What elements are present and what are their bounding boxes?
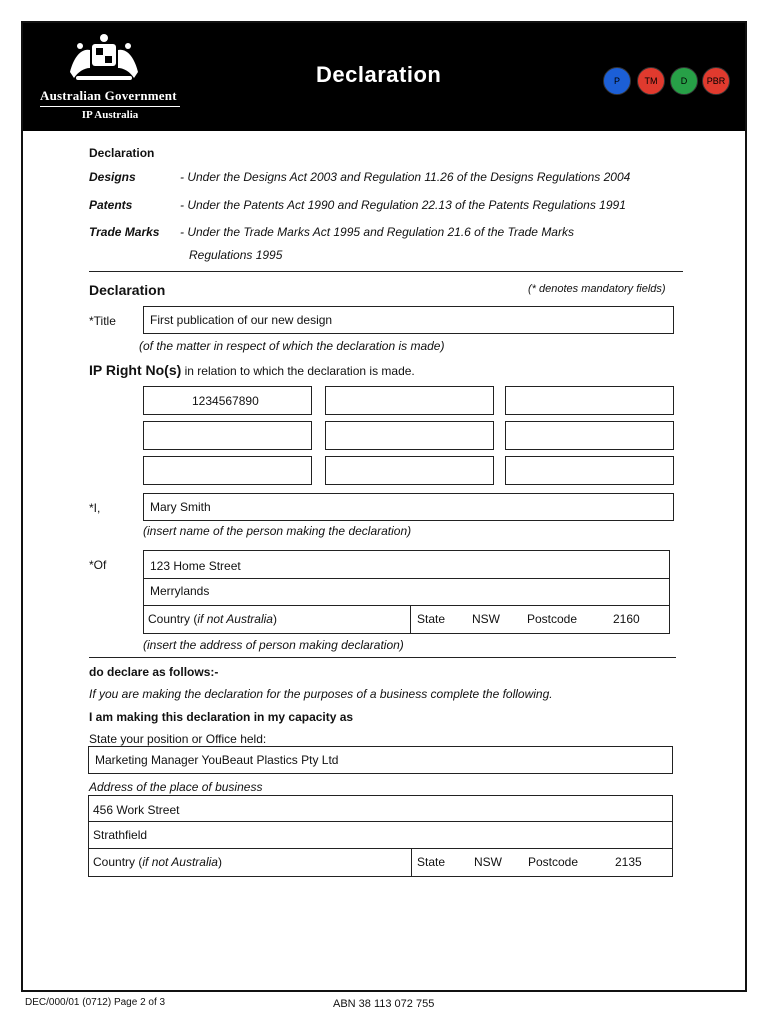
ip-number-input[interactable] [505,421,674,450]
home-state-label: State [417,612,446,626]
ip-heading-rest: in relation to which the declaration is made. [181,364,415,378]
intro-label-designs: Designs [89,170,136,184]
business-address-line2[interactable]: Strathfield [93,828,148,842]
address-hint: (insert the address of person making declaration) [143,638,404,652]
business-purpose-note: If you are making the declaration for the purposes of a business complete the following. [89,687,553,701]
intro-text-trade-marks-2: Regulations 1995 [189,248,283,262]
business-state-value[interactable]: NSW [474,855,502,869]
declare-heading: do declare as follows:- [89,665,219,679]
home-postcode-label: Postcode [527,612,578,626]
coat-of-arms-logo [56,32,152,86]
title-value: First publication of our new design [150,313,333,327]
ip-number-input[interactable] [325,421,494,450]
of-label: *Of [89,558,107,572]
form-code: DEC/000/01 (0712) Page 2 of 3 [25,997,166,1008]
mandatory-note: (* denotes mandatory fields) [528,283,666,295]
capacity-heading: I am making this declaration in my capacity as [89,710,354,724]
business-country-label: Country (if not Australia) [93,855,222,869]
section-title: Declaration [89,282,166,298]
business-postcode-value[interactable]: 2135 [615,855,642,869]
intro-label-patents: Patents [89,198,133,212]
business-postcode-label: Postcode [528,855,579,869]
home-postcode-value[interactable]: 2160 [613,612,640,626]
address-row-divider [88,821,673,822]
badge-trade-mark: TM [637,67,665,95]
title-input[interactable] [143,306,674,334]
badge-design: D [670,67,698,95]
intro-text-trade-marks: - Under the Trade Marks Act 1995 and Regulation 21.6 of the Trade Marks [180,225,574,239]
country-state-divider [411,848,412,877]
gov-divider [40,106,180,107]
position-value: Marketing Manager YouBeaut Plastics Pty Ltd [95,753,339,767]
ip-number-input[interactable] [143,456,312,485]
ip-number-input[interactable] [143,421,312,450]
ip-number-input[interactable] [505,456,674,485]
name-label: *I, [89,501,101,515]
title-label: *Title [89,314,116,328]
divider [89,271,683,272]
name-hint: (insert name of the person making the declaration) [143,524,412,538]
address-row-divider [143,578,670,579]
name-input[interactable] [143,493,674,521]
business-address-label: Address of the place of business [89,780,263,794]
ip-number-input[interactable] [325,456,494,485]
abn: ABN 38 113 072 755 [333,998,435,1010]
gov-subtitle: IP Australia [81,109,139,121]
address-row-divider [88,848,673,849]
title-hint: (of the matter in respect of which the declaration is made) [139,339,445,353]
ip-number-input[interactable]: 1234567890 [143,386,312,415]
position-label: State your position or Office held: [89,732,267,746]
badge-patent: P [603,67,631,95]
ip-heading-bold: IP Right No(s) [89,362,182,378]
country-state-divider [410,605,411,634]
business-address-line1[interactable]: 456 Work Street [93,803,180,817]
intro-heading: Declaration [89,146,155,160]
home-state-value[interactable]: NSW [472,612,500,626]
ip-heading [89,362,415,378]
position-input[interactable] [88,746,673,774]
header-title: Declaration [316,62,442,87]
gov-name: Australian Government [40,88,177,103]
divider [89,657,676,658]
home-country-label: Country (if not Australia) [148,612,277,626]
ip-number-input[interactable] [325,386,494,415]
intro-text-patents: - Under the Patents Act 1990 and Regulation 22.13 of the Patents Regulations 1991 [180,198,626,212]
badge-pbr: PBR [702,67,730,95]
home-address-line1[interactable]: 123 Home Street [150,559,241,573]
name-value: Mary Smith [150,500,211,514]
address-row-divider [143,605,670,606]
intro-label-trade-marks: Trade Marks [89,225,160,239]
intro-text-designs: - Under the Designs Act 2003 and Regulation 11.26 of the Designs Regulations 2004 [180,170,631,184]
business-state-label: State [417,855,446,869]
ip-number-input[interactable] [505,386,674,415]
home-address-line2[interactable]: Merrylands [150,584,210,598]
